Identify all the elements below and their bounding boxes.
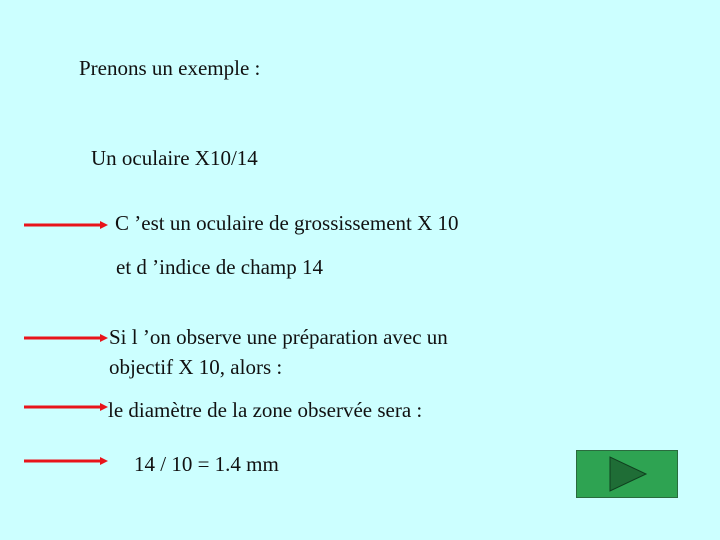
play-icon [577,451,677,497]
point-2-line-1: Si l ’on observe une préparation avec un [109,325,448,349]
arrow-right-icon [22,400,112,414]
arrow-right-icon [22,331,112,345]
point-3: le diamètre de la zone observée sera : [108,398,423,422]
slide-title: Prenons un exemple : [79,56,261,80]
arrow-right-icon [22,454,112,468]
point-1-line-2: et d ’indice de champ 14 [116,255,324,279]
next-slide-button[interactable] [576,450,678,498]
arrow-right-icon [22,218,112,232]
point-2-line-2: objectif X 10, alors : [109,355,283,379]
point-1-line-1: C ’est un oculaire de grossissement X 10 [115,211,459,235]
result-text: 14 / 10 = 1.4 mm [134,452,279,476]
example-text: Un oculaire X10/14 [91,146,258,170]
